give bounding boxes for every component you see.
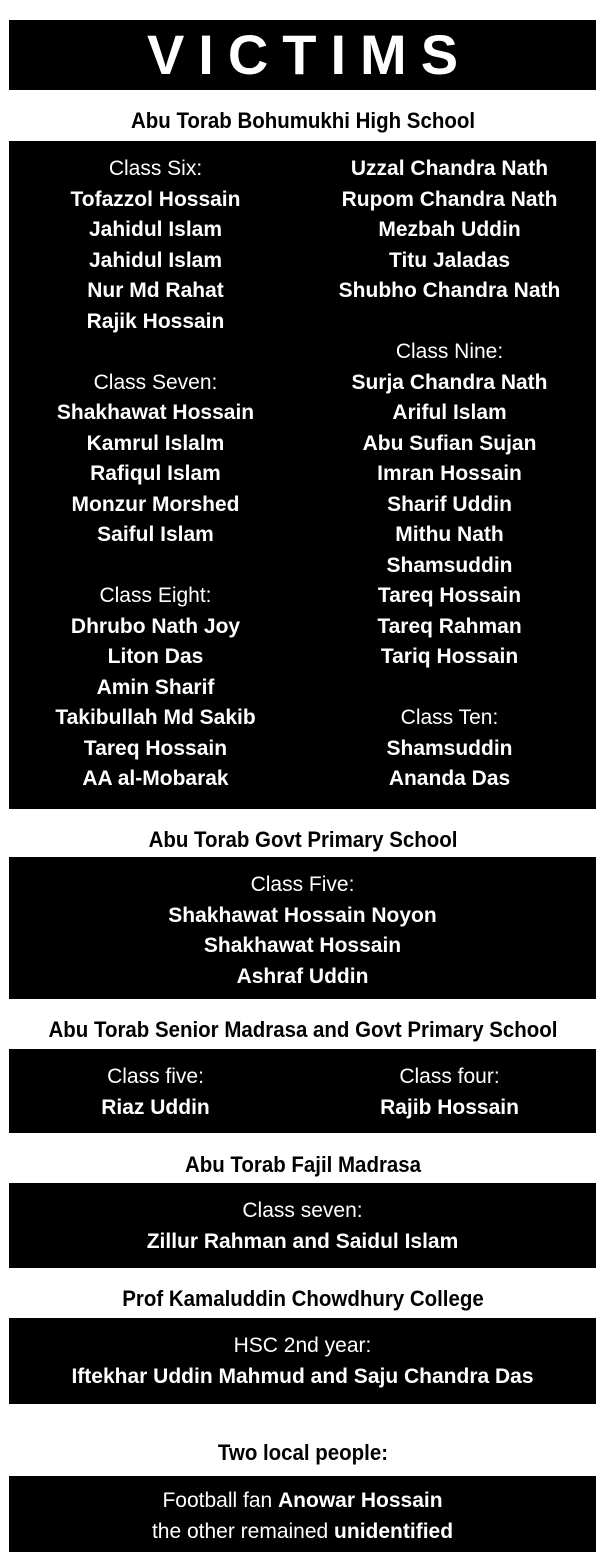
victim-name: Kamrul Islalm [86,431,225,455]
title-banner [9,20,596,90]
school-5-panel [9,1318,596,1404]
school-5-list [9,1331,596,1392]
school-4-heading: Abu Torab Fajil Madrasa [184,1152,422,1177]
victim-name: Saiful Islam [97,523,214,546]
victim-name: Rajib Hossain [380,1095,519,1119]
local-victim-unidentified: unidentified [334,1519,454,1543]
school-2-list [9,870,596,992]
victim-name: Dhrubo Nath Joy [70,614,241,638]
victim-name: Shakhawat Hossain Noyon [168,903,437,927]
local-victim-prefix: the other remained [151,1519,335,1543]
class-label: Class four: [399,1065,500,1088]
school-1-left-column [9,154,302,795]
victim-name: Amin Sharif [96,675,215,699]
locals-list [9,1486,596,1547]
victim-names: Iftekhar Uddin Mahmud and Saju Chandra Das [71,1364,534,1388]
school-3-heading: Abu Torab Senior Madrasa and Govt Primary School [48,1017,558,1042]
victim-name: Mezbah Uddin [378,218,521,241]
school-4-panel [9,1183,596,1268]
class-label: Class Eight: [99,584,212,607]
spacer [303,673,596,704]
victim-name: Takibullah Md Sakib [55,706,256,729]
local-victim-line [9,1486,596,1517]
victim-names: Zillur Rahman and Saidul Islam [146,1229,459,1253]
spacer [303,307,596,338]
victim-name: AA al-Mobarak [82,767,229,790]
victim-name: Shubho Chandra Nath [338,279,561,302]
victim-name: Shakhawat Hossain [203,934,402,957]
victim-name: Sharif Uddin [387,492,512,516]
locals-heading: Two local people: [217,1440,389,1465]
spacer [9,337,302,368]
victim-name: Tariq Hossain [380,645,519,668]
victim-name: Tofazzol Hossain [70,187,241,211]
victim-name: Ariful Islam [392,401,507,424]
victim-name: Jahidul Islam [88,218,223,241]
victim-name: Surja Chandra Nath [351,370,548,394]
local-victim-prefix: Football fan [162,1489,279,1512]
victim-name: Shakhawat Hossain [56,401,255,424]
school-3-right-column [303,1062,596,1123]
class-label: Class five: [107,1065,204,1088]
victim-name: Liton Das [107,645,204,668]
victim-name: Jahidul Islam [88,248,223,272]
victim-name: Tareq Rahman [377,614,522,638]
class-label: Class Five: [250,873,355,896]
school-1-heading: Abu Torab Bohumukhi High School [130,108,476,133]
victim-name: Tareq Hossain [83,736,228,760]
class-label: Class seven: [242,1199,363,1222]
class-label: Class Nine: [395,340,504,363]
school-2-heading: Abu Torab Govt Primary School [148,827,458,852]
school-4-list [9,1196,596,1257]
victim-name: Uzzal Chandra Nath [350,157,549,180]
school-5-heading: Prof Kamaluddin Chowdhury College [122,1286,484,1311]
class-label: Class Seven: [93,370,218,394]
victim-name: Nur Md Rahat [87,279,224,302]
victim-name: Rajik Hossain [86,309,225,333]
victim-name: Mithu Nath [395,523,504,546]
victim-name: Shamsuddin [386,553,513,577]
school-1-panel [9,141,596,809]
class-label: Class Ten: [400,706,499,729]
victim-name: Riaz Uddin [101,1095,210,1119]
spacer [9,551,302,582]
victim-name: Imran Hossain [377,462,522,485]
school-2-panel [9,857,596,999]
victim-name: Monzur Morshed [71,492,240,516]
victim-name: Ananda Das [388,767,511,790]
class-label: HSC 2nd year: [233,1334,372,1357]
victim-name: Rafiqul Islam [90,462,221,485]
school-3-panel [9,1049,596,1133]
school-1-right-column [303,154,596,795]
page-title: VICTIMS [146,23,473,86]
local-victim-line [9,1517,596,1548]
local-victim-name: Anowar Hossain [278,1489,443,1512]
school-3-left-column [9,1062,302,1123]
victim-name: Ashraf Uddin [236,964,369,988]
victim-name: Tareq Hossain [377,584,522,607]
victim-name: Shamsuddin [386,736,513,760]
locals-panel [9,1476,596,1552]
victim-name: Rupom Chandra Nath [341,187,558,211]
victim-name: Titu Jaladas [389,248,510,272]
victim-name: Abu Sufian Sujan [362,431,537,455]
class-label: Class Six: [108,157,203,180]
